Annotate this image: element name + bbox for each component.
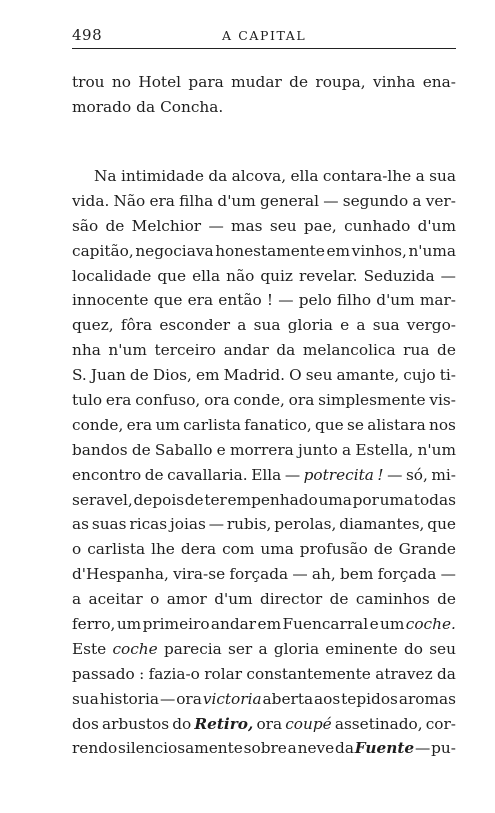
- word: coupé: [285, 714, 332, 733]
- word: de: [131, 440, 151, 459]
- word: que: [427, 515, 456, 534]
- running-head: A CAPITAL: [222, 28, 307, 43]
- word: da: [335, 739, 354, 758]
- word: a: [342, 440, 352, 459]
- word: um: [116, 615, 142, 634]
- word: cunhado: [344, 216, 411, 235]
- word: ah,: [311, 565, 336, 584]
- word: —: [278, 291, 294, 310]
- word: forçada: [377, 565, 437, 584]
- word: aberta: [262, 689, 314, 708]
- word: n'um: [417, 440, 456, 459]
- word: general: [259, 191, 320, 210]
- word: em: [326, 241, 351, 260]
- word: cor-: [425, 714, 456, 733]
- word: parecia: [163, 639, 222, 658]
- word: roupa,: [315, 73, 366, 91]
- word: conde,: [72, 415, 124, 434]
- word: a: [412, 191, 422, 210]
- word: fazia-o: [148, 664, 200, 683]
- word: da: [208, 167, 228, 185]
- word: uma: [379, 490, 414, 509]
- word: filha: [179, 191, 214, 210]
- word: terceiro: [154, 341, 216, 360]
- word: —: [414, 739, 431, 758]
- text-line: [72, 637, 456, 662]
- word: se: [347, 415, 364, 434]
- text-line: [72, 164, 456, 189]
- text-line: [72, 70, 456, 95]
- word: ella: [290, 167, 319, 185]
- word: e: [340, 316, 350, 335]
- word: lhe: [151, 540, 175, 559]
- word: no: [111, 73, 131, 91]
- word: pae,: [303, 216, 337, 235]
- word: victoria: [202, 689, 262, 708]
- word: constantemente: [246, 664, 371, 683]
- word: Concha.: [160, 97, 224, 116]
- word: cavallaria.: [167, 465, 248, 484]
- text-line: [72, 537, 456, 562]
- word: conde,: [233, 391, 285, 410]
- text-line: [72, 264, 456, 289]
- word: capitão,: [72, 241, 134, 260]
- word: de: [184, 490, 204, 509]
- word: ena-: [422, 73, 456, 91]
- word: Dios,: [152, 366, 192, 385]
- word: ora: [288, 391, 315, 410]
- word: —: [292, 565, 308, 584]
- word: de: [437, 590, 456, 609]
- word: simplesmente: [318, 391, 426, 410]
- word: morado: [72, 97, 132, 116]
- word: de: [437, 341, 456, 360]
- word: mar-: [419, 291, 456, 310]
- word: contara-lhe: [322, 167, 412, 185]
- word: historia: [99, 689, 160, 708]
- word: fôra: [120, 316, 153, 335]
- word: gloria: [273, 639, 320, 658]
- word: de: [373, 540, 393, 559]
- word: diamantes,: [339, 515, 425, 534]
- word: era: [126, 415, 153, 434]
- word: ver-: [425, 191, 456, 210]
- word: encontro: [72, 465, 142, 484]
- word: de: [329, 590, 349, 609]
- word: só,: [405, 465, 428, 484]
- word: ter: [204, 490, 227, 509]
- word: da: [276, 341, 296, 360]
- word: aos: [314, 689, 341, 708]
- word: andar: [210, 615, 257, 634]
- word: a: [415, 167, 425, 185]
- word: confuso,: [135, 391, 201, 410]
- text-line: [72, 388, 456, 413]
- word: coche.: [405, 615, 456, 634]
- word: —: [208, 515, 224, 534]
- word: sua: [372, 316, 400, 335]
- word: !: [266, 291, 274, 310]
- word: —: [440, 266, 456, 285]
- word: seu: [429, 639, 456, 658]
- word: d'um: [376, 291, 415, 310]
- word: Saballo: [154, 440, 213, 459]
- text-line: [72, 463, 456, 488]
- word: a: [258, 639, 268, 658]
- word: mudar: [231, 73, 282, 91]
- word: vida.: [72, 191, 110, 210]
- word: potrecita: [303, 465, 374, 484]
- word: ti-: [439, 366, 456, 385]
- word: vinha: [372, 73, 416, 91]
- word: profusão: [299, 540, 368, 559]
- word: depois: [133, 490, 185, 509]
- word: de: [129, 366, 149, 385]
- text-line: [72, 288, 456, 313]
- word: vira-se: [173, 565, 226, 584]
- word: perolas,: [274, 515, 337, 534]
- word: Este: [72, 639, 107, 658]
- word: revelar.: [298, 266, 358, 285]
- word: em: [195, 366, 220, 385]
- word: d'um: [217, 191, 256, 210]
- word: tepidos: [341, 689, 398, 708]
- paragraph-2: [72, 164, 456, 761]
- word: Melchior: [131, 216, 202, 235]
- word: silenciosamente: [118, 739, 243, 758]
- word: e: [216, 440, 226, 459]
- word: esconder: [159, 316, 231, 335]
- word: Grande: [398, 540, 456, 559]
- word: dos: [72, 714, 99, 733]
- word: primeiro: [142, 615, 210, 634]
- text-line: [72, 313, 456, 338]
- word: d'um: [417, 216, 456, 235]
- word: então: [218, 291, 262, 310]
- word: ella: [192, 266, 221, 285]
- word: trou: [72, 73, 105, 91]
- word: quez,: [72, 316, 114, 335]
- word: mi-: [431, 465, 456, 484]
- word: tulo: [72, 391, 103, 410]
- word: joias: [170, 515, 206, 534]
- word: neve: [297, 739, 335, 758]
- word: da: [136, 97, 156, 116]
- word: alistara: [367, 415, 426, 434]
- word: eminente: [325, 639, 398, 658]
- word: uma: [318, 490, 352, 509]
- word: não: [226, 266, 255, 285]
- word: —: [323, 191, 339, 210]
- text-line: [72, 687, 456, 712]
- word: o: [72, 540, 82, 559]
- word: Fuente: [354, 739, 415, 758]
- text-line: [72, 413, 456, 438]
- word: aromas: [398, 689, 456, 708]
- word: um: [380, 615, 405, 634]
- word: arbustos: [101, 714, 170, 733]
- text-line: [72, 488, 456, 513]
- word: ora: [256, 714, 283, 733]
- word: seravel,: [72, 490, 133, 509]
- word: vergo-: [406, 316, 456, 335]
- word: rolar: [204, 664, 243, 683]
- word: coche: [112, 639, 158, 658]
- word: seu: [269, 216, 297, 235]
- page-header: [72, 24, 456, 46]
- word: :: [139, 664, 145, 683]
- word: a: [237, 316, 247, 335]
- word: Estella,: [355, 440, 414, 459]
- paragraph-1: [72, 70, 456, 120]
- word: com: [222, 540, 255, 559]
- text-line: [72, 562, 456, 587]
- word: ser: [228, 639, 253, 658]
- word: era: [149, 191, 175, 210]
- text-line: [72, 214, 456, 239]
- word: O: [289, 366, 302, 385]
- word: quiz: [260, 266, 293, 285]
- word: assetinado,: [334, 714, 423, 733]
- word: que: [157, 266, 187, 285]
- word: localidade: [72, 266, 152, 285]
- word: Na: [94, 167, 117, 185]
- word: Madrid.: [223, 366, 286, 385]
- word: forçada: [229, 565, 289, 584]
- word: carlista: [183, 415, 241, 434]
- text-line: [72, 189, 456, 214]
- word: Seduzida: [363, 266, 435, 285]
- word: !: [377, 465, 384, 484]
- word: do: [403, 639, 423, 658]
- word: e: [369, 615, 379, 634]
- word: fanatico,: [244, 415, 312, 434]
- word: atravez: [375, 664, 433, 683]
- text-line: [72, 438, 456, 463]
- word: amante,: [336, 366, 400, 385]
- word: andar: [223, 341, 269, 360]
- word: gloria: [287, 316, 333, 335]
- word: vis-: [429, 391, 456, 410]
- word: para: [188, 73, 224, 91]
- word: passado: [72, 664, 135, 683]
- word: —: [387, 465, 403, 484]
- word: dera: [180, 540, 217, 559]
- word: junto: [297, 440, 338, 459]
- word: —: [159, 689, 176, 708]
- word: —: [284, 465, 301, 484]
- word: uma: [260, 540, 294, 559]
- text-line: [72, 338, 456, 363]
- word: segundo: [342, 191, 409, 210]
- word: ora: [204, 391, 230, 410]
- word: melancolica: [302, 341, 396, 360]
- word: S.: [72, 366, 87, 385]
- word: pu-: [431, 739, 456, 758]
- word: de: [144, 465, 164, 484]
- word: sua: [429, 167, 456, 185]
- word: bem: [340, 565, 374, 584]
- word: que: [153, 291, 183, 310]
- word: Juan: [90, 366, 126, 385]
- word: intimidade: [120, 167, 204, 185]
- word: do: [172, 714, 192, 733]
- word: alcova,: [231, 167, 287, 185]
- word: o: [150, 590, 160, 609]
- word: de: [105, 216, 125, 235]
- text-line: [72, 712, 456, 737]
- word: Retiro,: [194, 714, 254, 733]
- text-line: [72, 363, 456, 388]
- word: pelo: [298, 291, 332, 310]
- word: rubis,: [226, 515, 272, 534]
- word: seu: [305, 366, 333, 385]
- text-line: [72, 95, 456, 120]
- word: sobre: [243, 739, 287, 758]
- page-number: 498: [72, 26, 103, 44]
- word: a: [287, 739, 297, 758]
- word: Hotel: [138, 73, 182, 91]
- word: Não: [113, 191, 146, 210]
- word: d'Hespanha,: [72, 565, 169, 584]
- text-line: [72, 239, 456, 264]
- word: n'um: [108, 341, 147, 360]
- word: em: [257, 615, 282, 634]
- word: morrera: [229, 440, 294, 459]
- word: que: [315, 415, 344, 434]
- word: todas: [413, 490, 456, 509]
- word: da: [437, 664, 456, 683]
- word: director: [259, 590, 323, 609]
- word: rua: [403, 341, 430, 360]
- word: sua: [72, 689, 99, 708]
- word: innocente: [72, 291, 149, 310]
- word: era: [187, 291, 214, 310]
- word: por: [352, 490, 379, 509]
- word: ricas: [129, 515, 168, 534]
- text-line: [72, 662, 456, 687]
- text-line: [72, 736, 456, 761]
- header-rule: [72, 48, 456, 49]
- word: negociava: [135, 241, 214, 260]
- text-line: [72, 512, 456, 537]
- text-line: [72, 612, 456, 637]
- word: filho: [336, 291, 372, 310]
- word: caminhos: [355, 590, 430, 609]
- word: suas: [91, 515, 127, 534]
- word: vinhos,: [351, 241, 407, 260]
- word: era: [105, 391, 132, 410]
- word: nos: [429, 415, 456, 434]
- word: de: [289, 73, 309, 91]
- word: honestamente: [215, 241, 325, 260]
- word: a: [72, 590, 82, 609]
- word: as: [72, 515, 89, 534]
- word: são: [72, 216, 99, 235]
- word: d'um: [214, 590, 253, 609]
- word: n'uma: [408, 241, 456, 260]
- word: —: [208, 216, 224, 235]
- word: rendo: [72, 739, 118, 758]
- text-line: [72, 587, 456, 612]
- word: Fuencarral: [282, 615, 369, 634]
- word: Ella: [251, 465, 282, 484]
- word: bandos: [72, 440, 128, 459]
- word: —: [440, 565, 456, 584]
- word: mas: [231, 216, 263, 235]
- word: um: [155, 415, 180, 434]
- word: a: [356, 316, 366, 335]
- word: sua: [253, 316, 281, 335]
- word: empenhado: [227, 490, 318, 509]
- word: cujo: [403, 366, 436, 385]
- word: amor: [166, 590, 207, 609]
- word: ferro,: [72, 615, 116, 634]
- word: ora: [176, 689, 202, 708]
- word: aceitar: [88, 590, 143, 609]
- word: nha: [72, 341, 101, 360]
- word: carlista: [87, 540, 146, 559]
